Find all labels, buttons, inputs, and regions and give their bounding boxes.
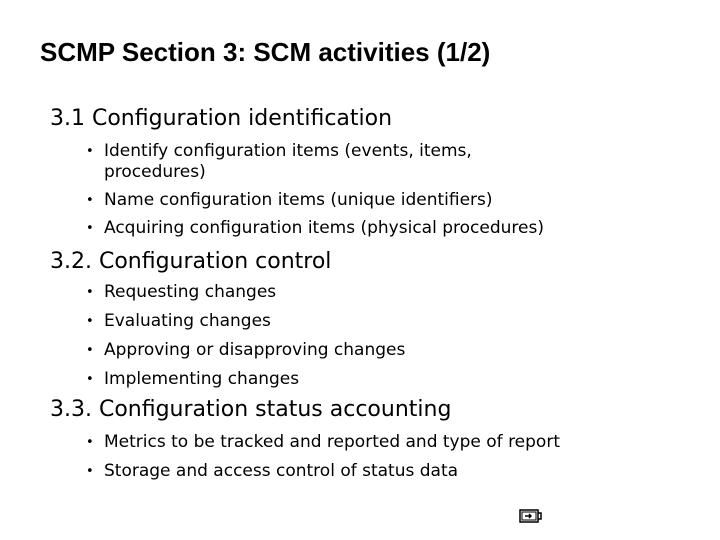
return-arrow-icon bbox=[519, 507, 543, 525]
bullet-icon: • bbox=[86, 221, 94, 236]
bullet-text: Approving or disapproving changes bbox=[104, 340, 406, 360]
bullet-icon: • bbox=[86, 464, 94, 479]
identification-bullets bbox=[84, 141, 544, 239]
slide-title: SCMP Section 3: SCM activities (1/2) bbox=[40, 37, 491, 67]
list-item bbox=[84, 141, 544, 162]
bullet-icon: • bbox=[86, 435, 94, 450]
list-item bbox=[84, 369, 405, 390]
list-item-continuation bbox=[84, 162, 544, 183]
bullet-text: Evaluating changes bbox=[104, 311, 271, 331]
control-bullets bbox=[84, 282, 405, 390]
section-heading-control: 3.2. Configuration control bbox=[50, 249, 332, 274]
list-item bbox=[84, 311, 405, 332]
bullet-text: procedures) bbox=[104, 162, 206, 182]
section-heading-identification: 3.1 Configuration identification bbox=[50, 106, 393, 131]
list-item bbox=[84, 432, 560, 453]
list-item bbox=[84, 340, 405, 361]
list-item bbox=[84, 190, 544, 211]
bullet-icon: • bbox=[86, 343, 94, 358]
list-item bbox=[84, 282, 405, 303]
bullet-icon: • bbox=[86, 144, 94, 159]
section-heading-status-accounting: 3.3. Configuration status accounting bbox=[50, 397, 452, 422]
bullet-text: Requesting changes bbox=[104, 282, 277, 302]
bullet-text: Storage and access control of status data bbox=[104, 461, 459, 481]
bullet-text: Identify configuration items (events, items, bbox=[104, 141, 472, 161]
bullet-icon: • bbox=[86, 285, 94, 300]
bullet-text: Implementing changes bbox=[104, 369, 300, 389]
list-item bbox=[84, 218, 544, 239]
bullet-icon: • bbox=[86, 314, 94, 329]
bullet-text: Acquiring configuration items (physical procedures) bbox=[104, 218, 544, 238]
slide-navigation-icon[interactable] bbox=[519, 507, 543, 525]
bullet-text: Name configuration items (unique identifiers) bbox=[104, 190, 493, 210]
bullet-icon: • bbox=[86, 372, 94, 387]
bullet-icon: • bbox=[86, 193, 94, 208]
list-item bbox=[84, 461, 560, 482]
status-accounting-bullets bbox=[84, 432, 560, 482]
bullet-text: Metrics to be tracked and reported and type of report bbox=[104, 432, 560, 452]
